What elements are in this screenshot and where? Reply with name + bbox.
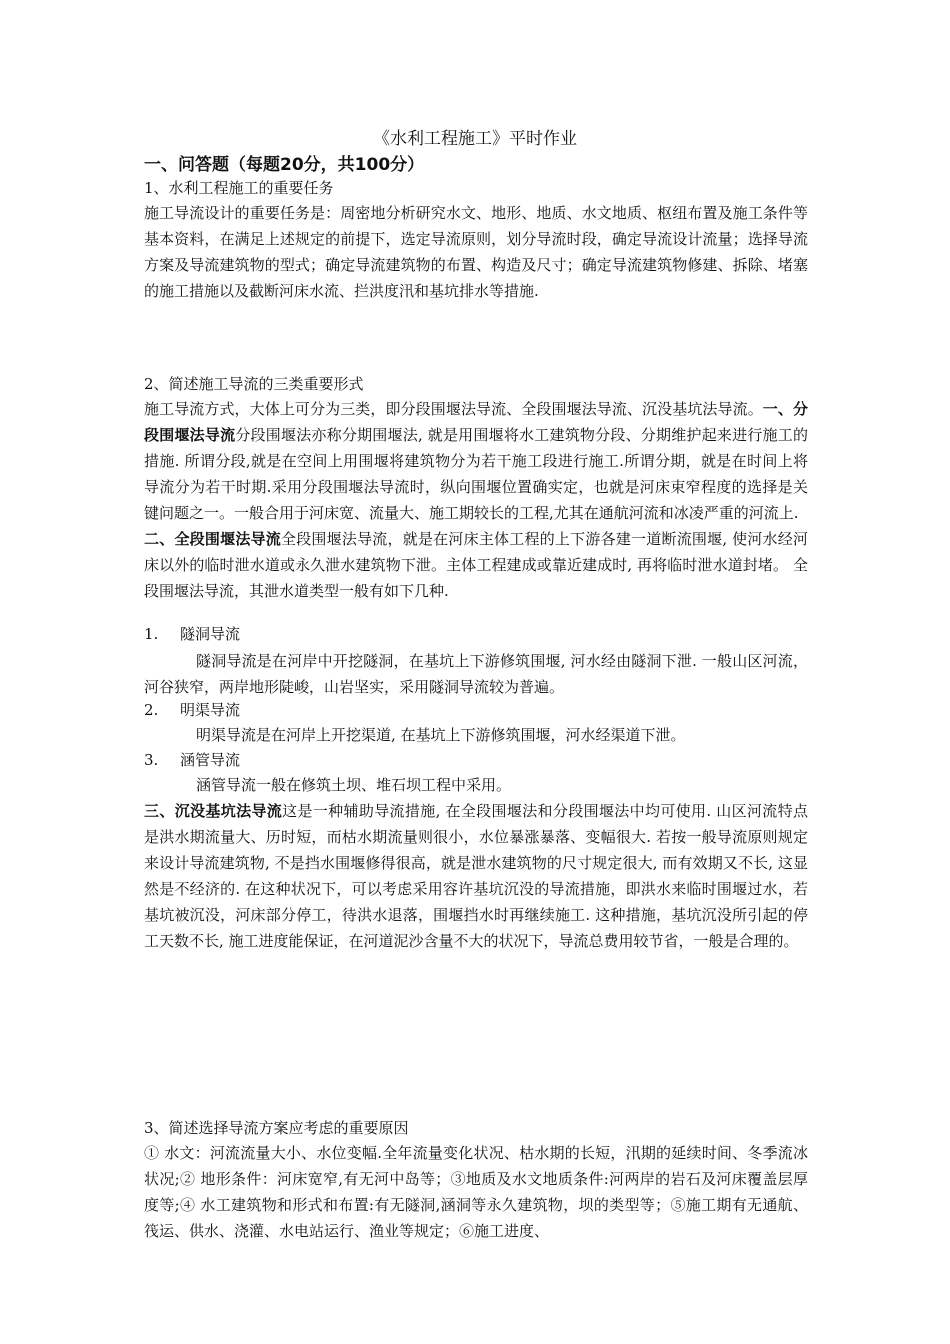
part-3-title: 三、沉没基坑法导流 xyxy=(144,802,283,820)
question-1-heading: 1、水利工程施工的重要任务 xyxy=(144,179,334,197)
list-item-heading xyxy=(144,700,240,720)
question-3-answer: ① 水文：河流流量大小、水位变幅.全年流量变化状况、枯水期的长短，汛期的延续时间、冬季流冰状况;② 地形条件：河床宽窄,有无河中岛等；③地质及水文地质条件:河两岸的岩石及河床覆盖层厚度等;④ 水工建筑物和形式和布置:有无隧洞,涵洞等永久建筑物，坝的类型等；⑤施工期有无通航、筏运、供水、浇灌、水电站运行、渔业等规定；⑥施工进度、 xyxy=(144,1144,808,1240)
part-3-paragraph xyxy=(144,798,808,954)
list-item-name: 涵管导流 xyxy=(180,751,241,769)
list-item-number: 2. xyxy=(144,701,159,719)
list-item-text: 隧洞导流是在河岸中开挖隧洞，在基坑上下游修筑围堰, 河水经由隧洞下泄. 一般山区河流，河谷狭窄，两岸地形陡峻，山岩坚实，采用隧洞导流较为普遍。 xyxy=(144,652,808,696)
part-1-text: 分段围堰法亦称分期围堰法, 就是用围堰将水工建筑物分段、分期维护起来进行施工的措施. 所谓分段,就是在空间上用围堰将建筑物分为若干施工段进行施工.所谓分期，就是在时间上将导流分为若干时期.采用分段围堰法导流时，纵向围堰位置确实定，也就是河床束窄程度的选择是关键问题之一。一般合用于河床宽、流量大、施工期较长的工程,尤其在通航河流和冰凌严重的河流上. xyxy=(144,426,808,522)
part-1-title: 一、分段围堰法导流 xyxy=(144,400,808,444)
list-item-text: 涵管导流一般在修筑土坝、堆石坝工程中采用。 xyxy=(196,776,512,794)
question-2-body xyxy=(144,396,808,604)
list-item-name: 明渠导流 xyxy=(180,701,241,719)
section-heading: 一、问答题（每题20分，共100分） xyxy=(144,155,425,175)
list-item-heading xyxy=(144,624,240,644)
list-item-text: 明渠导流是在河岸上开挖渠道, 在基坑上下游修筑围堰，河水经渠道下泄。 xyxy=(196,726,686,744)
list-item-heading xyxy=(144,750,240,770)
part-2-text: 全段围堰法导流，就是在河床主体工程的上下游各建一道断流围堰, 使河水经河床以外的临时泄水道或永久泄水建筑物下泄。主体工程建成或靠近建成时, 再将临时泄水道封堵。 全段围堰法导流，其泄水道类型一般有如下几种. xyxy=(144,530,808,600)
question-3-heading: 3、简述选择导流方案应考虑的重要原因 xyxy=(144,1119,409,1137)
question-2-intro: 施工导流方式，大体上可分为三类，即分段围堰法导流、全段围堰法导流、沉没基坑法导流。 xyxy=(144,400,763,418)
list-item-number: 1. xyxy=(144,625,159,643)
document-title: 《水利工程施工》平时作业 xyxy=(373,129,577,149)
part-2-title: 二、全段围堰法导流 xyxy=(144,530,281,548)
list-item-number: 3. xyxy=(144,751,159,769)
question-1-answer: 施工导流设计的重要任务是：周密地分析研究水文、地形、地质、水文地质、枢纽布置及施工条件等基本资料，在满足上述规定的前提下，选定导流原则，划分导流时段，确定导流设计流量；选择导流方案及导流建筑物的型式；确定导流建筑物的布置、构造及尺寸；确定导流建筑物修建、拆除、堵塞的施工措施以及截断河床水流、拦洪度汛和基坑排水等措施. xyxy=(144,204,808,300)
question-2-heading: 2、简述施工导流的三类重要形式 xyxy=(144,375,364,393)
list-item-name: 隧洞导流 xyxy=(180,625,241,643)
part-3-text: 这是一种辅助导流措施, 在全段围堰法和分段围堰法中均可使用. 山区河流特点是洪水期流量大、历时短，而枯水期流量则很小，水位暴涨暴落、变幅很大. 若按一般导流原则规定来设计导流建筑物, 不是挡水围堰修得很高，就是泄水建筑物的尺寸规定很大, 而有效期又不长, 这显然是不经济的. 在这种状况下，可以考虑采用容许基坑沉没的导流措施，即洪水来临时围堰过水，若基坑被沉没，河床部分停工，待洪水退落，围堰挡水时再继续施工. 这种措施，基坑沉没所引起的停工天数不长, 施工进度能保证，在河道泥沙含量不大的状况下，导流总费用较节省，一般是合理的。 xyxy=(144,802,808,950)
